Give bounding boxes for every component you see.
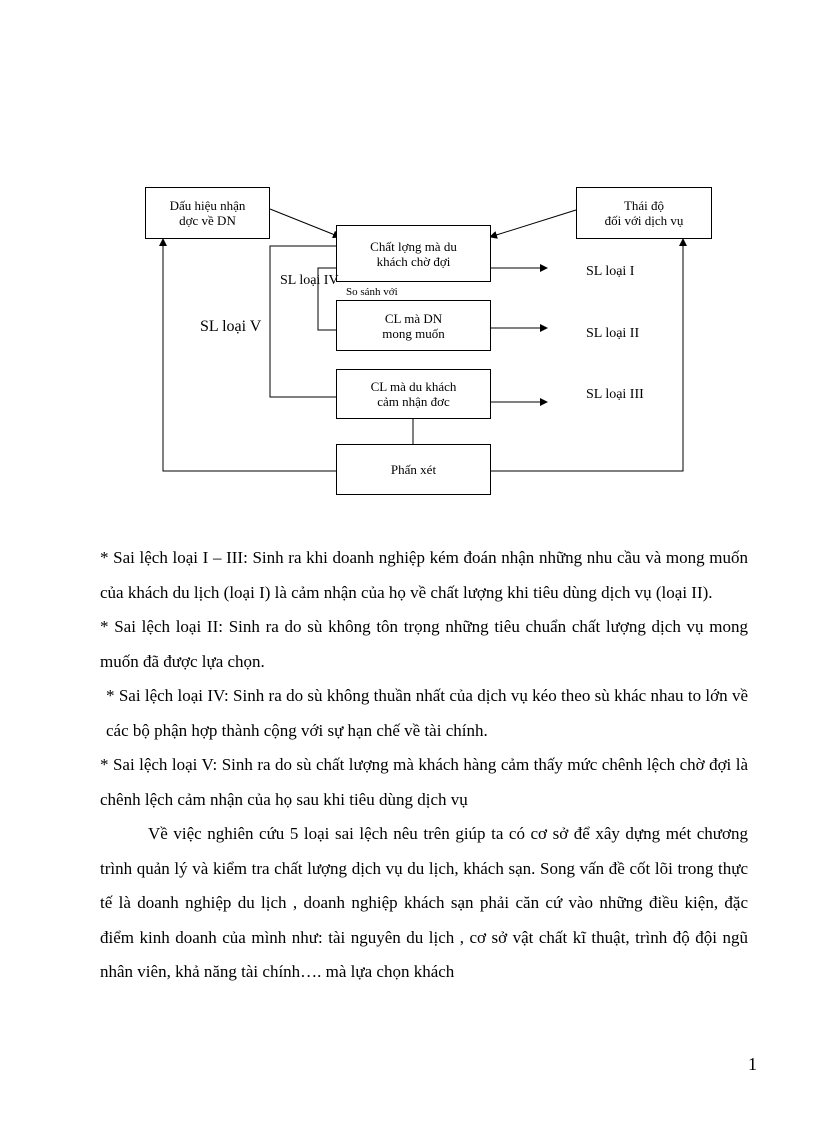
arrow-attitude-to-expected — [490, 210, 576, 237]
box-desired-quality — [336, 300, 491, 351]
box-signs-text: Dấu hiệu nhận dợc về DN — [169, 198, 246, 228]
box-perceived-quality — [336, 369, 491, 419]
paragraph-error-5: * Sai lệch loại V: Sinh ra do sù chất lượng mà khách hàng cảm thấy mức chênh lệch chờ đợi là chênh lệch cảm nhận của họ sau khi tiêu dùng dịch vụ — [100, 755, 748, 809]
box-desired-text: CL mà DN mong muốn — [382, 310, 445, 341]
body-text — [100, 541, 748, 990]
paragraph-conclusion: Về việc nghiên cứu 5 loại sai lệch nêu trên giúp ta có cơ sở để xây dựng mét chương trình quản lý và kiểm tra chất lượng dịch vụ du lịch, khách sạn. Song vấn đề cốt lõi trong thực tế là doanh nghiệp du lịch , doanh nghiệp khách sạn phải căn cứ vào những điều kiện, đặc điểm kinh doanh của mình như: tài nguyên du lịch , cơ sở vật chất kĩ thuật, trình độ đội ngũ nhân viên, khả năng tài chính…. mà lựa chọn khách — [100, 824, 748, 981]
label-sl5: SL loại V — [200, 318, 262, 335]
page-number: 1 — [748, 1054, 757, 1074]
box-signs-about-company — [145, 187, 270, 239]
box-perceived-text: CL mà du khách cảm nhận đơc — [370, 379, 457, 409]
paragraph-error-4: * Sai lệch loại IV: Sinh ra do sù không thuần nhất của dịch vụ kéo theo sù khác nhau to lớn về các bộ phận hợp thành cộng với sự hạn chế về tài chính. — [106, 686, 748, 740]
box-attitude-text: Thái độ đối với dịch vụ — [604, 198, 684, 228]
box-attitude-to-service — [576, 187, 712, 239]
paragraph-error-1-3: * Sai lệch loại I – III: Sinh ra khi doanh nghiệp kém đoán nhận những nhu cầu và mong muốn của khách du lịch (loại I) là cảm nhận của họ về chất lượng khi tiêu dùng dịch vụ (loại II). — [100, 548, 748, 602]
label-sl3: SL loại III — [586, 387, 644, 402]
label-sl4: SL loại IV — [280, 273, 339, 288]
box-judgment — [336, 444, 491, 495]
box-expected-text: Chất lợng mà du khách chờ đợi — [370, 238, 457, 269]
paragraph-error-2: * Sai lệch loại II: Sinh ra do sù không tôn trọng những tiêu chuẩn chất lượng dịch vụ mong muốn đã được lựa chọn. — [100, 617, 748, 671]
label-compare: So sánh với — [346, 286, 398, 298]
label-sl2: SL loại II — [586, 326, 640, 341]
box-judgment-text: Phấn xét — [390, 462, 437, 477]
bracket-sl5 — [270, 246, 336, 397]
arrow-signs-to-expected — [270, 209, 340, 237]
label-sl1: SL loại I — [586, 264, 635, 279]
box-expected-quality — [336, 225, 491, 282]
